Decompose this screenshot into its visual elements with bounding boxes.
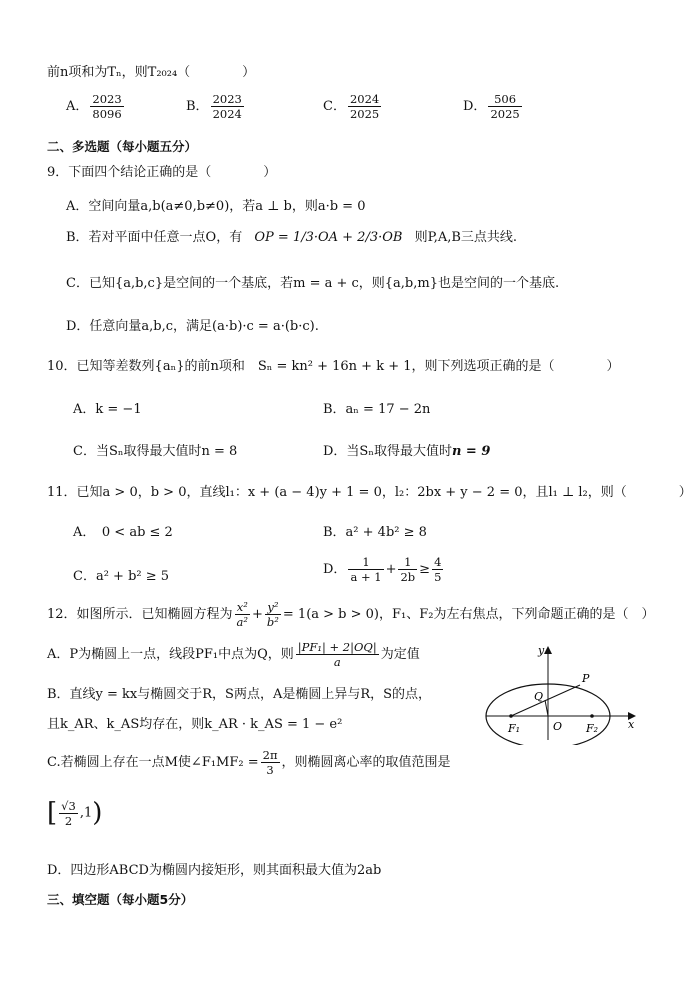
label-f1: F₁ xyxy=(508,722,521,735)
numerator: 506 xyxy=(488,92,521,107)
plus-sign: + xyxy=(252,607,263,622)
fraction xyxy=(432,555,443,584)
right-paren: ) xyxy=(92,798,103,828)
denominator: 2025 xyxy=(349,107,380,121)
q11-option-b: B．a² + 4b² ≥ 8 xyxy=(323,525,427,540)
denominator: a² xyxy=(236,615,249,629)
numerator: 2024 xyxy=(349,92,380,106)
fraction xyxy=(211,92,244,121)
option-letter: D． xyxy=(463,99,487,114)
ellipse-figure xyxy=(478,640,648,745)
fraction xyxy=(261,748,280,777)
label-y: y xyxy=(538,644,545,657)
point-f2 xyxy=(590,714,594,718)
section-2-title: 二、多选题（每小题五分） xyxy=(47,139,198,154)
numerator: 1 xyxy=(348,555,383,570)
option-text: B．若对平面中任意一点O，有 xyxy=(66,230,243,245)
q10-stem: 10．已知等差数列{aₙ}的前n项和 Sₙ = kn² + 16n + k + 1，则下列选项正确的是（ ） xyxy=(47,359,620,374)
point-f1 xyxy=(509,714,513,718)
label-q: Q xyxy=(534,690,544,703)
q12-option-c-range xyxy=(47,798,102,828)
q9-option-b xyxy=(66,226,517,245)
fraction xyxy=(348,555,383,584)
denominator: 8096 xyxy=(92,107,122,121)
q11-option-d xyxy=(323,555,445,584)
label-f2: F₂ xyxy=(586,722,599,735)
fraction xyxy=(90,92,123,121)
q10-option-c: C．当Sₙ取得最大值时n = 8 xyxy=(73,444,238,459)
denominator: 3 xyxy=(266,763,274,777)
option-text-end: 则P,A,B三点共线. xyxy=(414,230,518,245)
option-text-end: ，则椭圆离心率的取值范围是 xyxy=(281,755,451,770)
option-letter: C． xyxy=(323,99,346,114)
q10-option-d xyxy=(323,440,490,459)
denominator: b² xyxy=(266,615,279,629)
option-text: A．P为椭圆上一点，线段PF₁中点为Q，则 xyxy=(47,647,294,662)
numerator: |PF₁| + 2|OQ| xyxy=(297,640,377,654)
q8-option-c xyxy=(323,92,383,121)
numerator: 2023 xyxy=(212,92,242,106)
q11-stem: 11．已知a > 0，b > 0，直线l₁：x + (a − 4)y + 1 = 0，l₂：2bx + y − 2 = 0，且l₁ ⊥ l₂，则（ ） xyxy=(47,485,692,500)
label-p: P xyxy=(582,672,590,685)
vector-expression: OP = 1/3·OA + 2/3·OB xyxy=(254,230,403,245)
fraction xyxy=(348,92,381,121)
option-letter: A． xyxy=(66,99,89,114)
fraction xyxy=(398,555,417,584)
left-bracket: [ xyxy=(47,798,58,828)
option-text: C.若椭圆上存在一点M使∠F₁MF₂ = xyxy=(47,755,259,770)
fraction xyxy=(265,600,281,629)
q12-option-a xyxy=(47,640,420,669)
numerator: 2π xyxy=(262,748,278,762)
denominator: 5 xyxy=(434,570,442,584)
q12-option-d: D．四边形ABCD为椭圆内接矩形，则其面积最大值为2ab xyxy=(47,863,382,878)
denominator: 2 xyxy=(64,813,73,828)
q9-option-d: D．任意向量a,b,c，满足(a·b)·c = a·(b·c). xyxy=(66,319,319,334)
numerator: y² xyxy=(265,600,281,615)
q12-option-b-line1: B．直线y = kx与椭圆交于R，S两点，A是椭圆上异与R，S的点， xyxy=(47,687,432,702)
fraction xyxy=(235,600,250,629)
q10-option-a: A．k = −1 xyxy=(73,402,142,417)
numerator: 4 xyxy=(434,555,442,569)
numerator: x² xyxy=(235,600,250,615)
q8-option-b xyxy=(186,92,246,121)
q12-option-b-line2: 且k_AR、k_AS均存在，则k_AR · k_AS = 1 − e² xyxy=(47,717,343,732)
q12-option-c xyxy=(47,748,451,777)
q8-stem-tail: 前n项和为Tₙ，则T₂₀₂₄（ ） xyxy=(47,65,256,80)
plus-sign: + xyxy=(385,562,397,577)
ge-sign: ≥ xyxy=(419,562,431,577)
q10-option-b: B．aₙ = 17 − 2n xyxy=(323,402,431,417)
denominator: 2024 xyxy=(212,107,242,121)
denominator: a xyxy=(333,655,341,669)
denominator: 2b xyxy=(400,570,416,584)
option-text: D．当Sₙ取得最大值时 xyxy=(323,444,452,459)
section-3-title: 三、填空题（每小题5分） xyxy=(47,892,194,907)
denominator: a + 1 xyxy=(350,570,382,584)
option-text-end: 为定值 xyxy=(380,647,420,662)
numerator: 1 xyxy=(398,555,417,570)
option-bold-value: n = 9 xyxy=(451,444,491,459)
q9-option-c: C．已知{a,b,c}是空间的一个基底，若m = a + c，则{a,b,m}也是空间的一个基底. xyxy=(66,276,560,291)
option-letter: D． xyxy=(323,562,347,577)
numerator: 2023 xyxy=(92,92,122,106)
label-x: x xyxy=(628,718,635,731)
q8-option-d xyxy=(463,92,524,121)
fraction xyxy=(59,799,78,828)
q11-option-c: C．a² + b² ≥ 5 xyxy=(73,569,170,584)
fraction xyxy=(296,640,379,669)
label-o: O xyxy=(553,720,563,733)
range-rest: ,1 xyxy=(79,805,93,821)
stem-text-end: = 1(a > b > 0)，F₁、F₂为左右焦点，下列命题正确的是（ ） xyxy=(282,607,655,622)
stem-text: 12．如图所示．已知椭圆方程为 xyxy=(47,607,233,622)
option-letter: B． xyxy=(186,99,209,114)
numerator: √3 xyxy=(61,798,76,813)
denominator: 2025 xyxy=(490,107,520,121)
q11-option-a: A． 0 < ab ≤ 2 xyxy=(73,525,173,540)
q8-option-a xyxy=(66,92,126,121)
fraction xyxy=(488,92,521,121)
q9-option-a: A．空间向量a,b(a≠0,b≠0)，若a ⊥ b，则a·b = 0 xyxy=(66,199,366,214)
q9-stem: 9．下面四个结论正确的是（ ） xyxy=(47,165,277,180)
q12-stem xyxy=(47,600,654,629)
